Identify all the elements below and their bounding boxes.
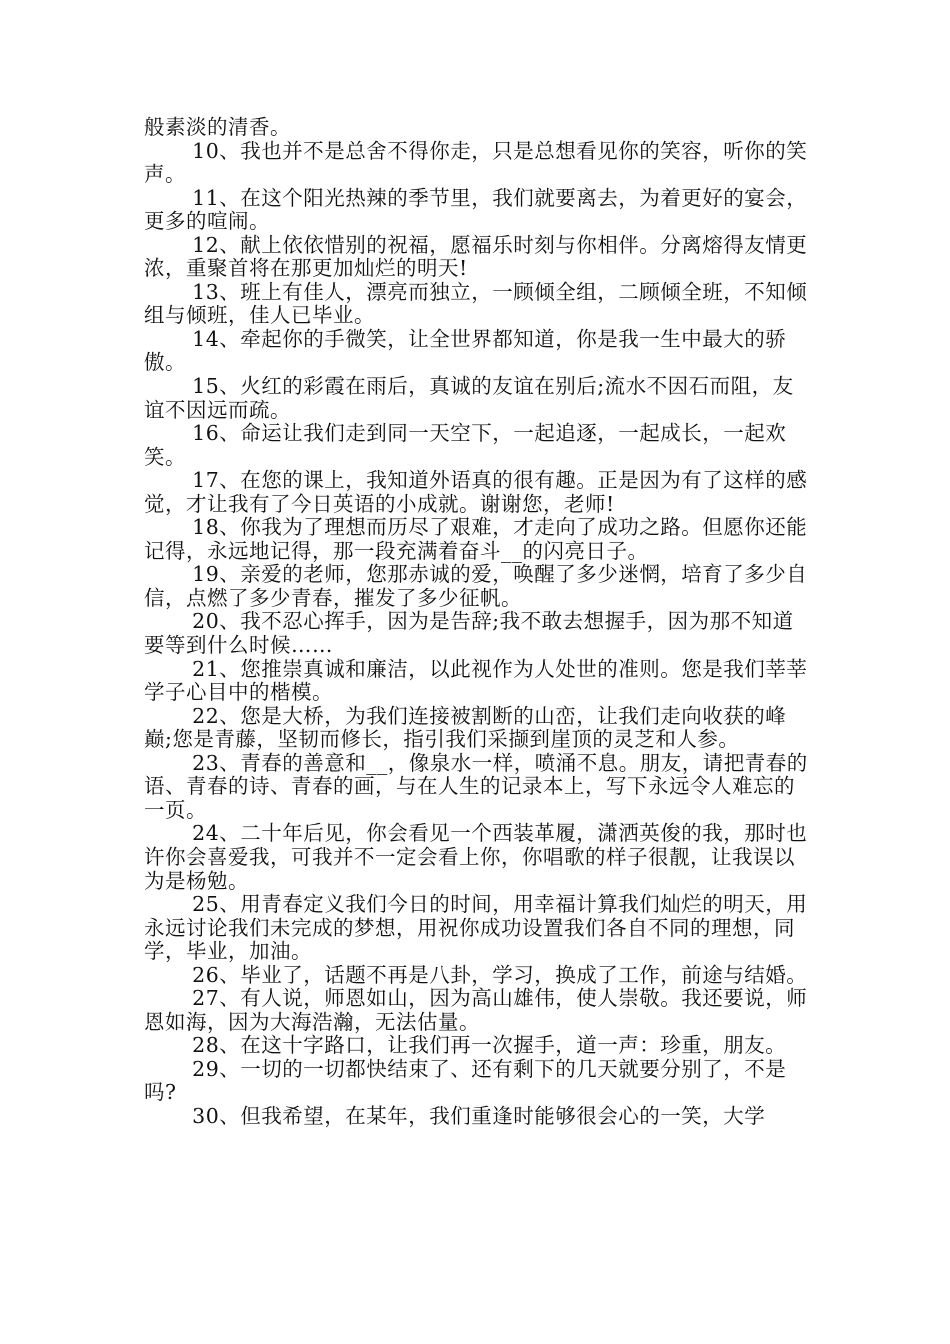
paragraph-23: 23、青春的善意和__，像泉水一样，喷涌不息。朋友，请把青春的语、青春的诗、青春的画，与在人生的记录本上，写下永远令人难忘的一页。 <box>144 750 808 822</box>
paragraph-18: 18、你我为了理想而历尽了艰难，才走向了成功之路。但愿你还能记得，永远地记得，那一段充满着奋斗__的闪亮日子。 <box>144 515 808 563</box>
paragraph-29: 29、一切的一切都快结束了、还有剩下的几天就要分别了，不是吗? <box>144 1056 787 1105</box>
paragraph-continuation: 般素淡的清香。 <box>144 115 291 139</box>
paragraph-12: 12、献上依依惜别的祝福，愿福乐时刻与你相伴。分离熔得友情更浓，重聚首将在那更加灿烂的明天! <box>144 232 808 281</box>
paragraph-20: 20、我不忍心挥手，因为是告辞;我不敢去想握手，因为那不知道要等到什么时候…… <box>144 609 794 658</box>
document-body <box>144 116 810 1129</box>
paragraph-28: 28、在这十字路口，让我们再一次握手，道一声：珍重，朋友。 <box>192 1033 787 1058</box>
paragraph-10: 10、我也并不是总舍不得你走，只是总想看见你的笑容，听你的笑声。 <box>144 138 808 187</box>
paragraph-19: 19、亲爱的老师，您那赤诚的爱，唤醒了多少迷惘，培育了多少自信，点燃了多少青春，摧发了多少征帆。 <box>144 562 808 610</box>
paragraph-22: 22、您是大桥，为我们连接被割断的山峦，让我们走向收获的峰巅;您是青藤，坚韧而修长，指引我们采撷到崖顶的灵芝和人参。 <box>144 703 787 752</box>
paragraph-30: 30、但我希望，在某年，我们重逢时能够很会心的一笑，大学 <box>192 1103 766 1128</box>
paragraph-17: 17、在您的课上，我知道外语真的很有趣。正是因为有了这样的感觉，才让我有了今日英语的小成就。谢谢您，老师! <box>144 468 808 516</box>
paragraph-11: 11、在这个阳光热辣的季节里，我们就要离去，为着更好的宴会，更多的喧闹。 <box>144 185 808 234</box>
paragraph-14: 14、牵起你的手微笑，让全世界都知道，你是我一生中最大的骄傲。 <box>144 326 787 375</box>
paragraph-25: 25、用青春定义我们今日的时间，用幸福计算我们灿烂的明天，用永远讨论我们未完成的梦想，用祝你成功设置我们各自不同的理想，同学，毕业，加油。 <box>144 892 808 964</box>
paragraph-24: 24、二十年后见，你会看见一个西装革履，潇洒英俊的我，那时也许你会喜爱我，可我并不一定会看上你，你唱歌的样子很靓，让我误以为是杨勉。 <box>144 821 808 893</box>
paragraph-13: 13、班上有佳人，漂亮而独立，一顾倾全组，二顾倾全班，不知倾组与倾班，佳人已毕业。 <box>144 279 808 328</box>
paragraph-15: 15、火红的彩霞在雨后，真诚的友谊在别后;流水不因石而阻，友谊不因远而疏。 <box>144 374 794 422</box>
paragraph-16: 16、命运让我们走到同一天空下，一起追逐，一起成长，一起欢笑。 <box>144 421 787 469</box>
paragraph-21: 21、您推崇真诚和廉洁，以此视作为人处世的准则。您是我们莘莘学子心目中的楷模。 <box>144 656 808 705</box>
paragraph-27: 27、有人说，师恩如山，因为高山雄伟，使人崇敬。我还要说，师恩如海，因为大海浩瀚，无法估量。 <box>144 986 808 1034</box>
paragraph-26: 26、毕业了，话题不再是八卦，学习，换成了工作，前途与结婚。 <box>192 962 808 987</box>
